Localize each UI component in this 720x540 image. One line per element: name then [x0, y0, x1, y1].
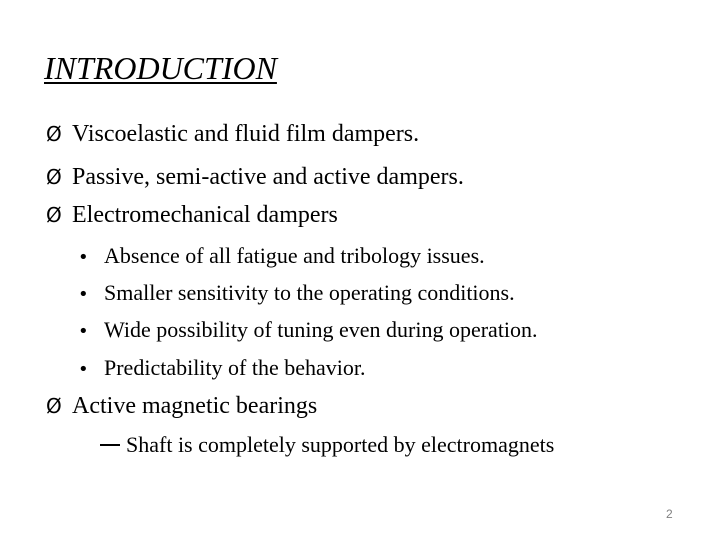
sub-bullet-item	[78, 242, 485, 272]
sub-bullet-item	[78, 279, 515, 309]
sub-bullet-text: Absence of all fatigue and tribology issues.	[104, 243, 485, 268]
sub-bullet-text: Wide possibility of tuning even during operation.	[104, 317, 538, 342]
dash-bullet-icon	[100, 444, 120, 446]
dot-bullet-icon: •	[78, 247, 89, 268]
sub-bullet-text: Smaller sensitivity to the operating conditions.	[104, 280, 515, 305]
sub-bullet-item	[78, 316, 538, 346]
bullet-text: Active magnetic bearings	[72, 393, 318, 419]
arrow-bullet-icon: Ø	[46, 203, 62, 227]
page-number: 2	[666, 507, 673, 521]
bullet-text: Electromechanical dampers	[72, 202, 338, 228]
arrow-bullet-icon: Ø	[46, 394, 62, 418]
dot-bullet-icon: •	[78, 284, 89, 305]
bullet-item	[46, 162, 464, 192]
bullet-text: Viscoelastic and fluid film dampers.	[72, 121, 420, 147]
bullet-text: Passive, semi-active and active dampers.	[72, 164, 464, 190]
sub-bullet-text: Predictability of the behavior.	[104, 355, 366, 380]
arrow-bullet-icon: Ø	[46, 122, 62, 146]
arrow-bullet-icon: Ø	[46, 165, 62, 189]
dot-bullet-icon: •	[78, 359, 89, 380]
sub-bullet-item	[78, 354, 366, 384]
bullet-item	[46, 391, 317, 421]
dash-sub-item	[100, 431, 554, 459]
dot-bullet-icon: •	[78, 321, 89, 342]
bullet-item	[46, 200, 338, 230]
dash-sub-text: Shaft is completely supported by electromagnets	[126, 432, 555, 457]
slide-title: INTRODUCTION	[44, 50, 277, 86]
bullet-item	[46, 119, 419, 149]
